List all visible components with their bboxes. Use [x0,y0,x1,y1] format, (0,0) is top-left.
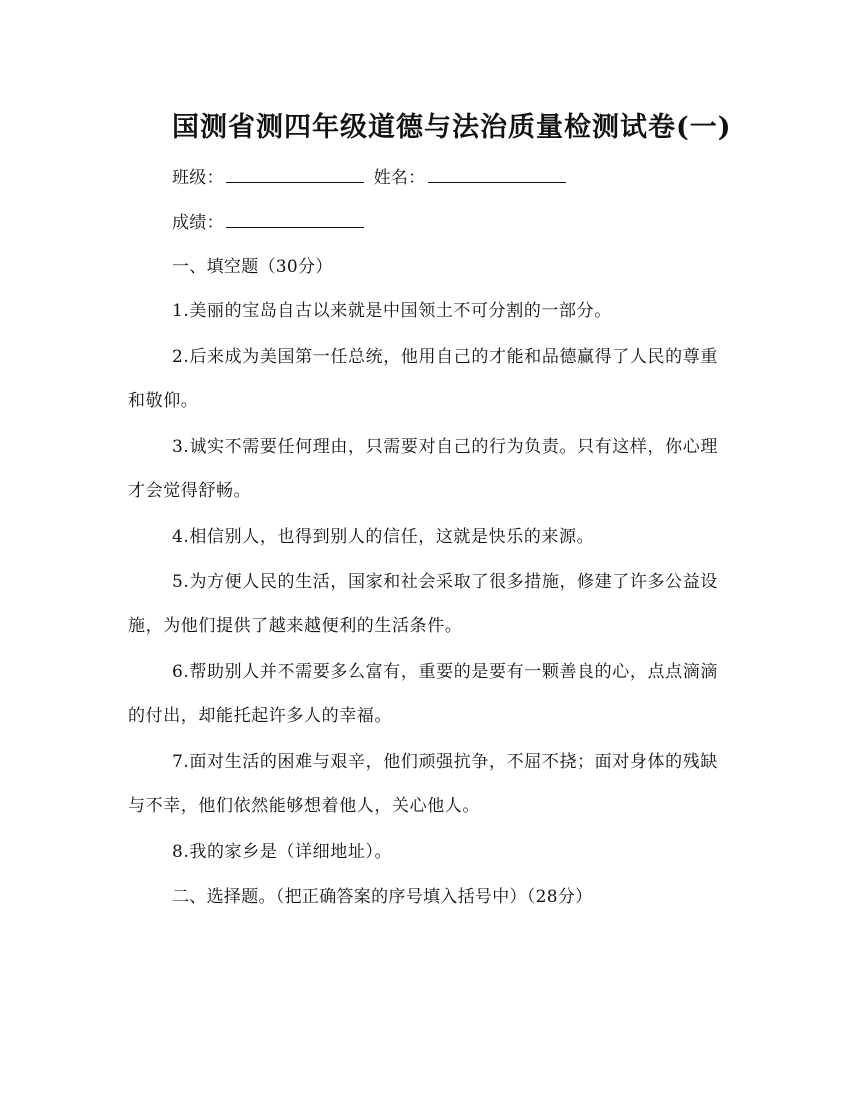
question-6: 6.帮助别人并不需要多么富有，重要的是要有一颗善良的心，点点滴滴的付出，却能托起许多人的幸福。 [128,662,718,726]
question-1: 1.美丽的宝岛自古以来就是中国领土不可分割的一部分。 [172,301,612,321]
question-8: 8.我的家乡是（详细地址）。 [172,842,393,862]
score-blank[interactable] [226,211,364,228]
section-heading-fill: 一、填空题（30分） [172,257,333,277]
class-blank[interactable] [226,166,364,183]
question-7: 7.面对生活的困难与艰辛，他们顽强抗争，不屈不挠；面对身体的残缺与不幸，他们依然能够想着他人，关心他人。 [128,752,718,816]
name-label: 姓名： [373,168,426,188]
question-3: 3.诚实不需要任何理由，只需要对自己的行为负责。只有这样，你心理才会觉得舒畅。 [128,437,718,501]
section-heading-choice: 二、选择题。（把正确答案的序号填入括号中）（28分） [172,887,593,907]
question-5: 5.为方便人民的生活，国家和社会采取了很多措施，修建了许多公益设施，为他们提供了越来越便利的生活条件。 [128,572,718,636]
class-name-row [172,166,570,189]
score-row [172,211,368,234]
question-4: 4.相信别人，也得到别人的信任，这就是快乐的来源。 [172,527,595,547]
page-title: 国测省测四年级道德与法治质量检测试卷(一) [172,112,732,143]
score-label: 成绩： [172,213,224,233]
question-2: 2.后来成为美国第一任总统，他用自己的才能和品德赢得了人民的尊重和敬仰。 [128,347,718,411]
class-label: 班级： [172,168,224,188]
name-blank[interactable] [428,166,566,183]
